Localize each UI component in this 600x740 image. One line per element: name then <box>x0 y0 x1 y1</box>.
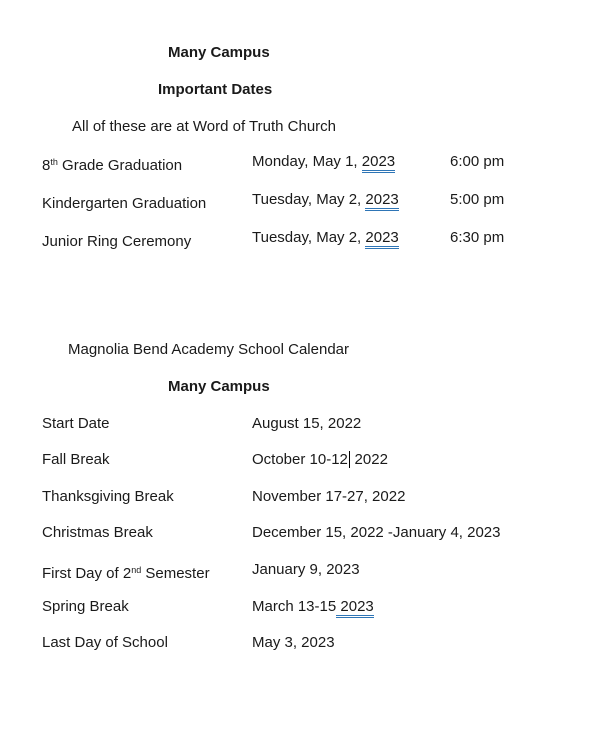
grammar-underlined-text: 2023 <box>362 153 395 173</box>
doc-subtitle: Important Dates <box>158 81 273 98</box>
calendar-value <box>252 450 388 470</box>
event-time: 6:30 pm <box>450 229 505 246</box>
event-name-superscript: th <box>50 157 58 167</box>
calendar-label-rest: Semester <box>141 565 210 582</box>
location-note: All of these are at Word of Truth Church <box>72 118 337 135</box>
calendar-label: Spring Break <box>42 598 129 615</box>
calendar-value: May 3, 2023 <box>252 634 335 651</box>
event-name <box>42 152 182 176</box>
calendar-label: Thanksgiving Break <box>42 488 174 505</box>
calendar-value-text: March 13-15 <box>252 598 337 615</box>
doc-title: Many Campus <box>168 44 270 61</box>
event-name <box>42 190 206 214</box>
event-name-text: Kindergarten Graduation <box>42 195 207 212</box>
calendar-value: January 9, 2023 <box>252 561 360 578</box>
event-name-text: Junior Ring Ceremony <box>42 233 192 250</box>
calendar-label-superscript: nd <box>131 565 142 575</box>
event-date <box>252 228 399 248</box>
calendar-value-text: October 10-12 <box>252 451 348 468</box>
event-date-text: Tuesday, May 2, <box>252 229 366 246</box>
calendar-subtitle: Many Campus <box>168 378 270 395</box>
event-name <box>42 228 191 252</box>
calendar-value-text: 2022 <box>350 451 388 468</box>
calendar-label <box>42 560 210 584</box>
calendar-label: Christmas Break <box>42 524 153 541</box>
grammar-underlined-text: 2023 <box>336 598 374 618</box>
calendar-value: November 17-27, 2022 <box>252 488 406 505</box>
calendar-title: Magnolia Bend Academy School Calendar <box>68 341 350 358</box>
calendar-label: Fall Break <box>42 451 110 468</box>
calendar-label-text: First Day of 2 <box>42 565 132 582</box>
calendar-value <box>252 597 374 617</box>
event-date <box>252 152 395 172</box>
calendar-value: December 15, 2022 -January 4, 2023 <box>252 524 501 541</box>
grammar-underlined-text: 2023 <box>365 229 398 249</box>
calendar-label: Last Day of School <box>42 634 168 651</box>
event-time: 5:00 pm <box>450 191 505 208</box>
event-date-text: Tuesday, May 2, <box>252 191 366 208</box>
event-name-rest: Grade Graduation <box>57 157 183 174</box>
event-time: 6:00 pm <box>450 153 505 170</box>
grammar-underlined-text: 2023 <box>365 191 398 211</box>
event-name-text: 8 <box>42 157 51 174</box>
calendar-value: August 15, 2022 <box>252 415 362 432</box>
calendar-label: Start Date <box>42 415 110 432</box>
event-date <box>252 190 399 210</box>
event-date-text: Monday, May 1, <box>252 153 362 170</box>
